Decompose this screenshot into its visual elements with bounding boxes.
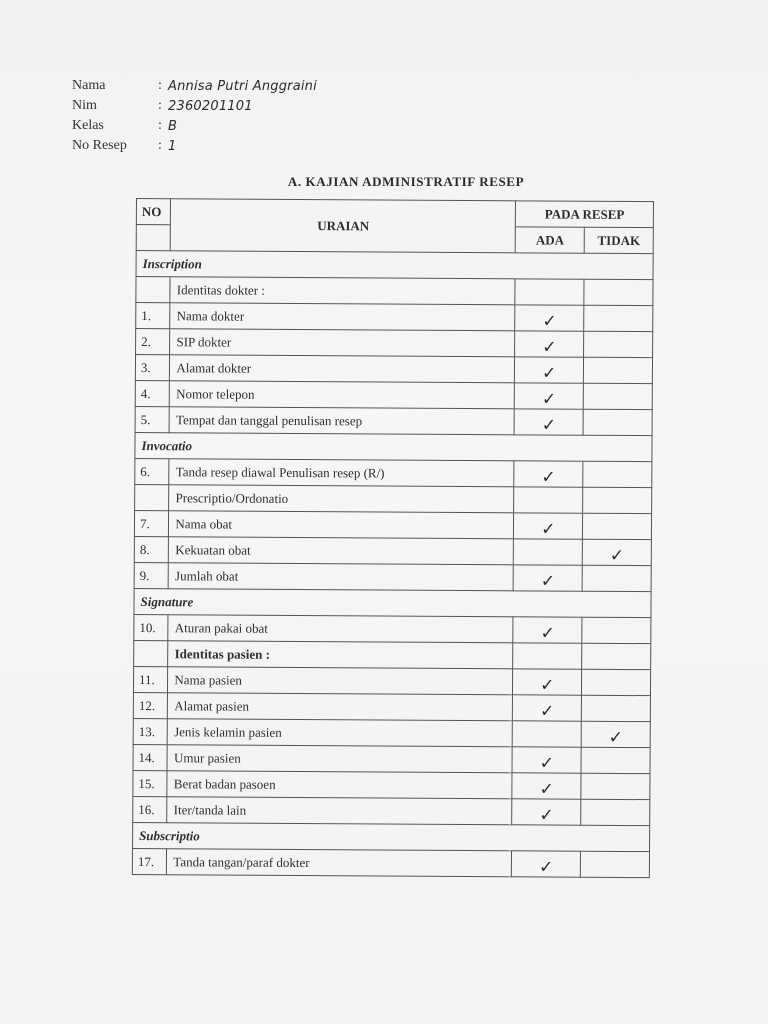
cell-tidak	[583, 461, 652, 487]
info-value-handwritten: 1	[168, 138, 177, 154]
info-row-nim: Nim : 2360201101	[72, 98, 253, 114]
section-row	[135, 432, 652, 461]
cell-ada	[512, 799, 581, 825]
row-number: 2.	[136, 329, 171, 355]
table-row	[135, 406, 652, 435]
row-uraian: Identitas dokter :	[170, 277, 515, 305]
row-uraian: Jenis kelamin pasien	[168, 719, 513, 747]
kajian-table	[132, 198, 654, 878]
row-number: 1.	[136, 303, 171, 329]
row-number: 8.	[134, 536, 169, 562]
section-row	[133, 822, 650, 851]
info-value-handwritten: Annisa Putri Anggraini	[168, 78, 317, 94]
cell-ada	[514, 539, 583, 565]
row-number: 12.	[133, 692, 168, 718]
row-uraian: Jumlah obat	[169, 563, 514, 591]
section-row	[134, 588, 651, 617]
row-number: 17.	[132, 848, 167, 874]
info-label: Kelas	[72, 118, 104, 133]
cell-tidak	[582, 565, 651, 591]
row-number: 7.	[134, 510, 169, 536]
row-number: 13.	[133, 718, 168, 744]
table-row	[136, 329, 653, 358]
table-row	[135, 355, 652, 384]
row-uraian: Nama pasien	[168, 667, 513, 695]
section-row	[136, 251, 653, 280]
table-row	[136, 277, 653, 306]
table-row	[135, 484, 652, 513]
cell-tidak	[583, 383, 652, 409]
cell-tidak	[584, 279, 653, 305]
row-number	[134, 640, 169, 666]
checkmark-icon: ✓	[541, 519, 556, 540]
cell-tidak	[582, 643, 651, 669]
row-uraian: Alamat dokter	[170, 355, 515, 383]
cell-tidak	[584, 331, 653, 357]
info-label: No Resep	[72, 138, 127, 153]
cell-tidak	[584, 357, 653, 383]
row-uraian: Identitas pasien :	[168, 641, 513, 669]
checkmark-icon: ✓	[542, 337, 557, 358]
table-header-row	[136, 199, 653, 228]
row-uraian: Iter/tanda lain	[167, 797, 512, 825]
row-uraian: Tanda tangan/paraf dokter	[167, 849, 512, 877]
table-row	[135, 458, 652, 487]
row-number: 5.	[135, 406, 170, 432]
row-uraian: Nama obat	[169, 511, 514, 539]
row-number: 14.	[133, 744, 168, 770]
header-ada: ADA	[516, 227, 585, 253]
cell-tidak	[581, 773, 650, 799]
table-row	[135, 380, 652, 409]
table-row	[133, 770, 650, 799]
info-row-kelas: Kelas : B	[72, 118, 178, 134]
row-number: 11.	[133, 666, 168, 692]
row-number: 3.	[135, 355, 170, 381]
table-row	[133, 692, 650, 721]
cell-tidak	[581, 799, 650, 825]
checkmark-icon: ✓	[539, 701, 555, 722]
info-value-handwritten: B	[168, 118, 178, 134]
row-uraian: Prescriptio/Ordonatio	[169, 485, 514, 513]
cell-ada	[512, 773, 581, 799]
header-no-empty	[136, 225, 171, 251]
row-uraian: Aturan pakai obat	[168, 615, 513, 643]
cell-ada	[513, 643, 582, 669]
cell-ada	[515, 383, 584, 409]
checkmark-icon: ✓	[542, 311, 557, 332]
checkmark-icon: ✓	[539, 753, 555, 774]
row-uraian: Nomor telepon	[170, 381, 515, 409]
row-number: 10.	[134, 614, 169, 640]
table-row	[134, 536, 651, 565]
cell-ada	[515, 357, 584, 383]
section-title: A. KAJIAN ADMINISTRATIF RESEP	[287, 174, 525, 189]
cell-ada	[514, 461, 583, 487]
table-row	[133, 718, 650, 747]
row-number: 16.	[133, 796, 168, 822]
cell-tidak	[582, 669, 651, 695]
cell-ada	[513, 721, 582, 747]
row-uraian: SIP dokter	[170, 329, 515, 357]
table-row	[133, 796, 650, 825]
cell-tidak	[581, 851, 650, 877]
info-row-no-resep: No Resep : 1	[72, 138, 177, 154]
row-number	[136, 277, 171, 303]
row-number	[135, 484, 170, 510]
checkmark-icon: ✓	[542, 363, 557, 384]
row-number: 6.	[135, 458, 170, 484]
header-no: NO	[136, 199, 171, 225]
cell-tidak	[581, 695, 650, 721]
section-label: Signature	[134, 588, 651, 617]
row-uraian: Kekuatan obat	[169, 537, 514, 565]
row-uraian: Tanda resep diawal Penulisan resep (R/)	[169, 459, 514, 487]
info-row-nama: Nama : Annisa Putri Anggraini	[72, 78, 317, 94]
cell-tidak	[583, 409, 652, 435]
checkmark-icon: ✓	[540, 623, 555, 644]
cell-tidak	[584, 305, 653, 331]
cell-ada	[514, 409, 583, 435]
checkmark-icon: ✓	[541, 467, 556, 488]
cell-ada	[512, 851, 581, 877]
checkmark-icon: ✓	[540, 571, 556, 592]
cell-tidak	[582, 617, 651, 643]
checkmark-icon: ✓	[541, 389, 557, 410]
table-row	[134, 640, 651, 669]
row-uraian: Umur pasien	[167, 745, 512, 773]
checkmark-icon: ✓	[539, 857, 554, 878]
row-number: 4.	[135, 380, 170, 406]
row-uraian: Nama dokter	[170, 303, 515, 331]
header-uraian: URAIAN	[171, 199, 516, 253]
header-pada-resep: PADA RESEP	[516, 201, 654, 228]
table-row	[134, 562, 651, 591]
cell-ada	[515, 305, 584, 331]
table-row	[134, 510, 651, 539]
checkmark-icon: ✓	[540, 675, 555, 696]
checkmark-icon: ✓	[541, 415, 557, 436]
cell-ada	[514, 513, 583, 539]
cell-tidak	[582, 539, 651, 565]
info-label: Nama	[72, 78, 106, 93]
cell-ada	[515, 331, 584, 357]
checkmark-icon: ✓	[608, 727, 623, 748]
cell-ada	[513, 565, 582, 591]
row-uraian: Tempat dan tanggal penulisan resep	[169, 407, 514, 435]
row-number: 15.	[133, 770, 168, 796]
cell-ada	[512, 747, 581, 773]
cell-tidak	[581, 721, 650, 747]
section-label: Inscription	[136, 251, 653, 280]
cell-tidak	[581, 747, 650, 773]
section-label: Invocatio	[135, 432, 652, 461]
header-tidak: TIDAK	[584, 227, 653, 253]
cell-ada	[513, 669, 582, 695]
section-label: Subscriptio	[133, 822, 650, 851]
table-row	[136, 303, 653, 332]
info-value-handwritten: 2360201101	[168, 98, 253, 114]
row-uraian: Alamat pasien	[168, 693, 513, 721]
cell-tidak	[583, 487, 652, 513]
table-row	[133, 744, 650, 773]
cell-ada	[514, 487, 583, 513]
table-row	[133, 666, 650, 695]
cell-tidak	[583, 513, 652, 539]
row-uraian: Berat badan pasoen	[167, 771, 512, 799]
checkmark-icon: ✓	[609, 545, 625, 566]
row-number: 9.	[134, 562, 169, 588]
checkmark-icon: ✓	[539, 805, 554, 826]
info-label: Nim	[72, 98, 97, 113]
cell-ada	[515, 279, 584, 305]
student-info	[72, 76, 317, 156]
cell-ada	[513, 695, 582, 721]
cell-ada	[513, 617, 582, 643]
table-row	[134, 614, 651, 643]
table-row	[132, 848, 649, 877]
checkmark-icon: ✓	[539, 779, 554, 800]
